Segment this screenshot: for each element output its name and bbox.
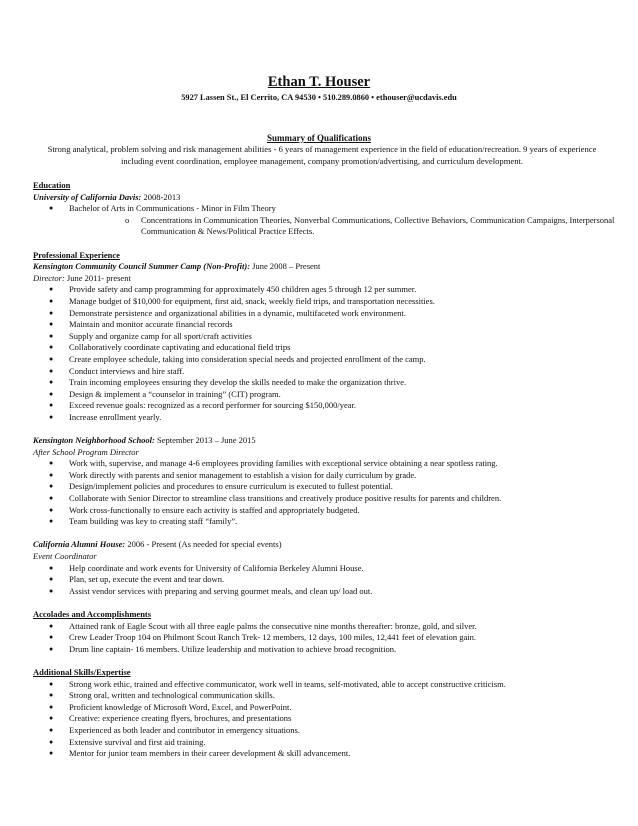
list-item: ● Strong oral, written and technological communication skills. [33,690,613,702]
resume-body [33,180,613,760]
list-item: ● Maintain and monitor accurate financial records [33,319,613,331]
school-name: University of California Davis: [33,191,142,202]
list-item: ● Conduct interviews and hire staff. [33,366,613,378]
skills-heading: Additional Skills/Expertise [33,666,131,677]
job-org: Kensington Neighborhood School: [33,435,155,446]
job-bullets [33,563,613,598]
job-org-line [33,539,613,551]
list-item: ● Supply and organize camp for all sport/craft activities [33,331,613,343]
education-school-line [33,192,613,204]
experience-heading: Professional Experience [33,249,120,260]
job-bullets [33,458,613,528]
list-item: ● Demonstrate persistence and organizational abilities in a dynamic, multifaceted work environment. [33,308,613,320]
job-dates: June 2008 – Present [250,261,321,272]
job-org-line [33,435,613,447]
job-role-dates: June 2011- present [64,272,131,283]
list-item: ● Mentor for junior team members in their career development & skill advancement. [33,748,613,760]
job-dates: September 2013 – June 2015 [154,435,256,446]
list-item: ● Manage budget of $10,000 for equipment, first aid, snack, weekly field trips, and transportation necessities. [33,296,613,308]
list-item: ● Crew Leader Troop 104 on Philmont Scout Ranch Trek- 12 members, 12 days, 100 miles, 12,441 feet of elevation gain. [33,632,613,644]
list-item: ● Plan, set up, execute the event and tear down. [33,574,613,586]
list-item: ● Work directly with parents and senior management to establish a vision for daily curriculum by grade. [33,470,613,482]
list-item: ● Collaborate with Senior Director to streamline class transitions and creatively produce positive results for parents and children. [33,493,613,505]
degree-text: Bachelor of Arts in Communications - Minor in Film Theory [69,203,276,214]
list-item: ● Design/implement policies and procedures to ensure curriculum is executed to fullest potential. [33,481,613,493]
education-sublist [69,215,613,238]
job-role-line [33,273,613,285]
list-item: ● Experienced as both leader and contributor in emergency situations. [33,725,613,737]
list-item: ● Strong work ethic, trained and effective communicator, work well in teams, self-motivated, able to accept constructive criticism. [33,679,613,691]
job-role: After School Program Director [33,446,139,457]
contact-info: 5927 Lassen St., El Cerrito, CA 94530 • 510.289.0860 • ethouser@ucdavis.edu [181,93,457,102]
skills-list [33,679,613,760]
job-org-line [33,261,613,273]
list-item: ● Provide safety and camp programming for approximately 450 children ages 5 through 12 per summer. [33,284,613,296]
list-item: ● Help coordinate and work events for University of California Berkeley Alumni House. [33,563,613,575]
education-heading: Education [33,180,71,190]
accolades-heading: Accolades and Accomplishments [33,608,152,619]
accolades-list [33,621,613,656]
list-item: ● Increase enrollment yearly. [33,412,613,424]
school-dates: 2008-2013 [141,191,181,202]
list-item: ● Create employee schedule, taking into consideration special needs and projected enrollment of the camp. [33,354,613,366]
summary-heading: Summary of Qualifications [266,133,371,143]
list-item: ● Work cross-functionally to ensure each activity is staffed and appropriately budgeted. [33,505,613,517]
list-item: ● Assist vendor services with preparing and serving gourmet meals, and clean up/ load out. [33,586,613,598]
list-item: ● Proficient knowledge of Microsoft Word, Excel, and PowerPoint. [33,702,613,714]
job-org: California Alumni House: [33,539,126,550]
education-list [33,203,613,238]
list-item: ● Creative: experience creating flyers, brochures, and presentations [33,713,613,725]
list-item: ● Train incoming employees ensuring they develop the skills needed to make the organization thrive. [33,377,613,389]
list-item: o Concentrations in Communication Theories, Nonverbal Communications, Collective Behaviors, Communication Campaigns, Interpersonal Communication & News/Political Practice Effects. [69,215,621,238]
list-item [33,203,613,238]
job-role: Event Coordinator [33,551,97,561]
job-dates: 2006 - Present (As needed for special events) [125,539,282,550]
list-item: ● Attained rank of Eagle Scout with all three eagle palms the consecutive nine months thereafter: bronze, gold, and silver. [33,621,613,633]
list-item: ● Team building was key to creating staff “family”. [33,516,613,528]
applicant-name: Ethan T. Houser [267,74,371,90]
list-item: ● Drum line captain- 16 members. Utilize leadership and motivation to achieve broad recognition. [33,644,613,656]
list-item: ● Design & implement a “counselor in training” (CIT) program. [33,389,613,401]
job-org: Kensington Community Council Summer Camp (Non-Profit): [33,261,251,272]
list-item: ● Collaboratively coordinate captivating and educational field trips [33,342,613,354]
summary-text: Strong analytical, problem solving and risk management abilities - 6 years of management experience in the field of education/recreation. 9 years of experience including event coordination, employee management, company promotion/advertising, and curriculum development. [47,144,597,166]
list-item: ● Extensive survival and first aid training. [33,737,613,749]
job-role: Director: [33,272,65,283]
list-item: ● Work with, supervise, and manage 4-6 employees providing families with exceptional service obtaining a near spotless rating. [33,458,613,470]
job-bullets [33,284,613,423]
list-item: ● Exceed revenue goals: recognized as a record performer for sourcing $150,000/year. [33,400,613,412]
